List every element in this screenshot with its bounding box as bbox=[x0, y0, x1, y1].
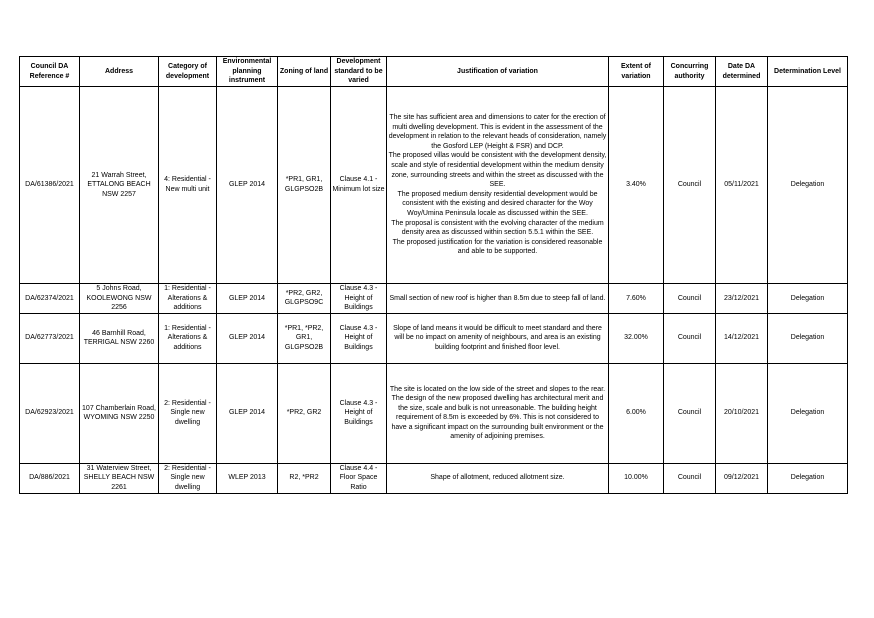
cell-category: 2: Residential - Single new dwelling bbox=[159, 463, 217, 493]
cell-authority: Council bbox=[664, 313, 716, 363]
header-row bbox=[20, 57, 848, 87]
justification-paragraph: The proposal is consistent with the evolving character of the medium density area as discussed within section 5.5.1 within the SEE. bbox=[391, 219, 604, 237]
cell-extent: 3.40% bbox=[609, 87, 664, 284]
cell-justification bbox=[387, 363, 609, 463]
cell-address: 107 Chamberlain Road, WYOMING NSW 2250 bbox=[80, 363, 159, 463]
cell-instrument: GLEP 2014 bbox=[217, 313, 278, 363]
table-row bbox=[20, 87, 848, 284]
cell-justification bbox=[387, 463, 609, 493]
table-row bbox=[20, 363, 848, 463]
header-development-standard: Development standard to be varied bbox=[331, 57, 387, 87]
justification-paragraph: The proposed justification for the variation is considered reasonable and able to be supported. bbox=[392, 238, 603, 256]
cell-extent: 7.60% bbox=[609, 284, 664, 314]
cell-level: Delegation bbox=[768, 463, 848, 493]
cell-address: 46 Barnhill Road, TERRIGAL NSW 2260 bbox=[80, 313, 159, 363]
cell-authority: Council bbox=[664, 463, 716, 493]
header-address: Address bbox=[80, 57, 159, 87]
header-council-da-reference: Council DA Reference # bbox=[20, 57, 80, 87]
header-concurring-authority: Concurring authority bbox=[664, 57, 716, 87]
cell-date: 05/11/2021 bbox=[716, 87, 768, 284]
cell-standard: Clause 4.4 - Floor Space Ratio bbox=[331, 463, 387, 493]
cell-reference: DA/62923/2021 bbox=[20, 363, 80, 463]
justification-paragraph: Small section of new roof is higher than 8.5m due to steep fall of land. bbox=[389, 294, 606, 302]
cell-date: 20/10/2021 bbox=[716, 363, 768, 463]
cell-category: 1: Residential - Alterations & additions bbox=[159, 313, 217, 363]
cell-extent: 10.00% bbox=[609, 463, 664, 493]
cell-extent: 6.00% bbox=[609, 363, 664, 463]
cell-reference: DA/886/2021 bbox=[20, 463, 80, 493]
cell-standard: Clause 4.3 - Height of Buildings bbox=[331, 284, 387, 314]
header-date-determined: Date DA determined bbox=[716, 57, 768, 87]
cell-instrument: GLEP 2014 bbox=[217, 363, 278, 463]
cell-authority: Council bbox=[664, 284, 716, 314]
cell-reference: DA/62773/2021 bbox=[20, 313, 80, 363]
cell-instrument: WLEP 2013 bbox=[217, 463, 278, 493]
cell-standard: Clause 4.1 - Minimum lot size bbox=[331, 87, 387, 284]
cell-justification bbox=[387, 284, 609, 314]
cell-address: 5 Johns Road, KOOLEWONG NSW 2256 bbox=[80, 284, 159, 314]
cell-level: Delegation bbox=[768, 313, 848, 363]
justification-paragraph: The site has sufficient area and dimensions to cater for the erection of multi dwelling development. This is evident in the assessment of the development in relation to the relevant heads of consideration, namely the Gosford LEP (Height & FSR) and DCP. bbox=[388, 114, 607, 150]
justification-paragraph: The site is located on the low side of the street and slopes to the rear. The design of the new proposed dwelling has architectural merit and the size, scale and bulk is not unreasonable. The building height requirement of 8.5m is exceeded by 6%. This is not considered to have a significant impact on the surrounding built environment or the amenity of adjoining premises. bbox=[389, 385, 606, 441]
header-zoning: Zoning of land bbox=[278, 57, 331, 87]
justification-paragraph: Shape of allotment, reduced allotment size. bbox=[430, 474, 565, 482]
table-row bbox=[20, 313, 848, 363]
cell-level: Delegation bbox=[768, 284, 848, 314]
cell-instrument: GLEP 2014 bbox=[217, 87, 278, 284]
table-row bbox=[20, 284, 848, 314]
cell-date: 23/12/2021 bbox=[716, 284, 768, 314]
cell-address: 21 Warrah Street, ETTALONG BEACH NSW 2257 bbox=[80, 87, 159, 284]
header-category: Category of development bbox=[159, 57, 217, 87]
cell-category: 4: Residential - New multi unit bbox=[159, 87, 217, 284]
header-planning-instrument: Environmental planning instrument bbox=[217, 57, 278, 87]
header-determination-level: Determination Level bbox=[768, 57, 848, 87]
cell-date: 09/12/2021 bbox=[716, 463, 768, 493]
table-row bbox=[20, 463, 848, 493]
cell-standard: Clause 4.3 - Height of Buildings bbox=[331, 313, 387, 363]
cell-justification bbox=[387, 313, 609, 363]
header-justification: Justification of variation bbox=[387, 57, 609, 87]
cell-level: Delegation bbox=[768, 87, 848, 284]
cell-category: 2: Residential - Single new dwelling bbox=[159, 363, 217, 463]
cell-level: Delegation bbox=[768, 363, 848, 463]
cell-authority: Council bbox=[664, 363, 716, 463]
cell-zoning: *PR2, GR2, GLGPSO9C bbox=[278, 284, 331, 314]
variations-register-table bbox=[19, 56, 848, 494]
cell-zoning: *PR2, GR2 bbox=[278, 363, 331, 463]
cell-reference: DA/62374/2021 bbox=[20, 284, 80, 314]
justification-paragraph: Slope of land means it would be difficult to meet standard and there will be no impact on amenity of neighbours, and area is an existing building footprint and finished floor level. bbox=[393, 324, 602, 352]
cell-date: 14/12/2021 bbox=[716, 313, 768, 363]
cell-address: 31 Waterview Street, SHELLY BEACH NSW 2261 bbox=[80, 463, 159, 493]
cell-authority: Council bbox=[664, 87, 716, 284]
cell-extent: 32.00% bbox=[609, 313, 664, 363]
cell-zoning: R2, *PR2 bbox=[278, 463, 331, 493]
justification-paragraph: The proposed medium density residential development would be consistent with the existing and desired character for the Woy Woy/Umina Peninsula locale as discussed within the SEE. bbox=[397, 190, 598, 217]
header-extent: Extent of variation bbox=[609, 57, 664, 87]
cell-standard: Clause 4.3 - Height of Buildings bbox=[331, 363, 387, 463]
cell-category: 1: Residential - Alterations & additions bbox=[159, 284, 217, 314]
cell-justification bbox=[387, 87, 609, 284]
cell-reference: DA/61386/2021 bbox=[20, 87, 80, 284]
cell-zoning: *PR1, *PR2, GR1, GLGPSO2B bbox=[278, 313, 331, 363]
cell-zoning: *PR1, GR1, GLGPSO2B bbox=[278, 87, 331, 284]
cell-instrument: GLEP 2014 bbox=[217, 284, 278, 314]
justification-paragraph: The proposed villas would be consistent with the development density, scale and style of residential development within the medium density zone, surrounding streets and within the street as discussed with the SEE. bbox=[388, 152, 607, 189]
